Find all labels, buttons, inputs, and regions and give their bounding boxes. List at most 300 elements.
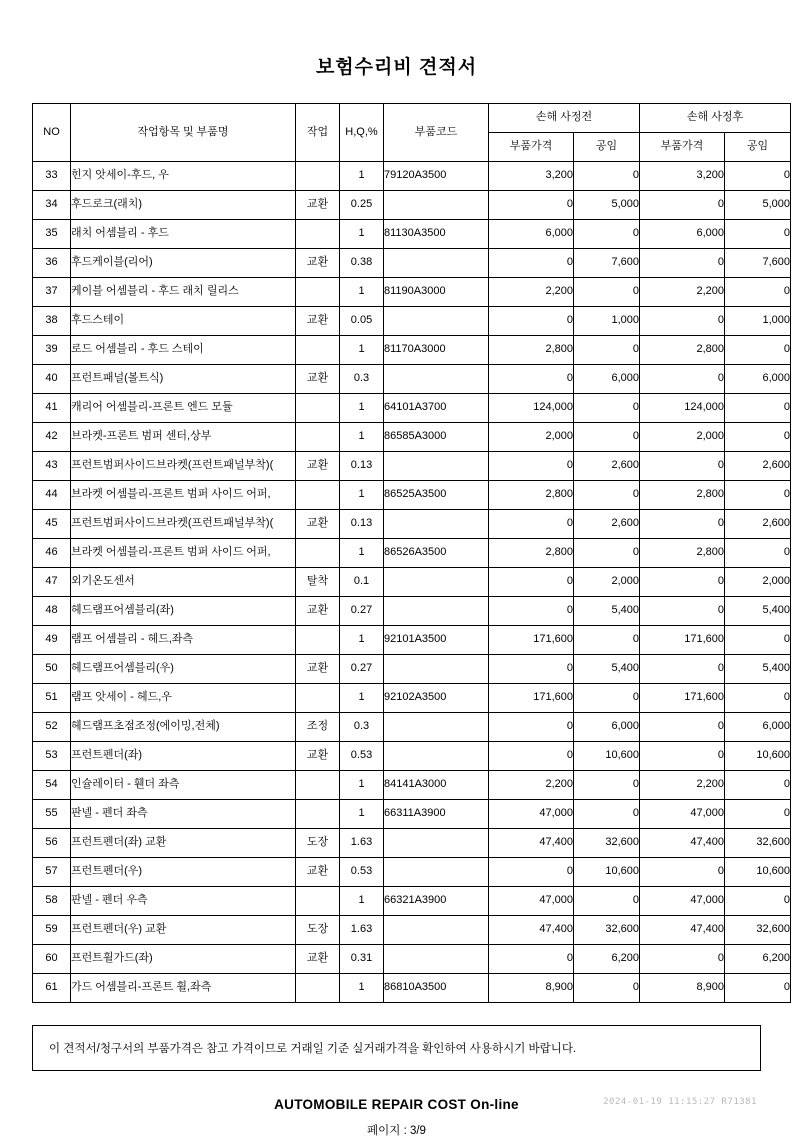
cell-code: 79120A3500 (384, 162, 489, 191)
cell-hq: 0.13 (340, 452, 384, 481)
cell-no: 60 (33, 945, 71, 974)
cell-after-price: 0 (640, 249, 725, 278)
cell-hq: 1 (340, 974, 384, 1003)
cell-after-labor: 2,000 (725, 568, 791, 597)
table-row (33, 365, 791, 394)
cell-no: 47 (33, 568, 71, 597)
cell-hq: 1 (340, 278, 384, 307)
cell-after-price: 0 (640, 307, 725, 336)
cell-work (296, 684, 340, 713)
cell-work: 교환 (296, 597, 340, 626)
cell-no: 52 (33, 713, 71, 742)
cell-after-price: 2,000 (640, 423, 725, 452)
cell-item: 헤드램프어셈블리(우) (71, 655, 296, 684)
cell-hq: 1 (340, 539, 384, 568)
cell-after-price: 0 (640, 858, 725, 887)
cell-after-price: 2,200 (640, 278, 725, 307)
cell-no: 36 (33, 249, 71, 278)
cell-after-price: 0 (640, 597, 725, 626)
cell-no: 40 (33, 365, 71, 394)
cell-item: 로드 어셈블리 - 후드 스테이 (71, 336, 296, 365)
cell-before-price: 2,200 (489, 771, 574, 800)
table-row (33, 452, 791, 481)
cell-work (296, 887, 340, 916)
cell-after-price: 3,200 (640, 162, 725, 191)
cell-before-price: 3,200 (489, 162, 574, 191)
cell-no: 44 (33, 481, 71, 510)
cell-work: 교환 (296, 307, 340, 336)
cell-hq: 0.53 (340, 858, 384, 887)
cell-before-price: 47,000 (489, 800, 574, 829)
cell-item: 브라켓 어셈블리-프론트 범퍼 사이드 어퍼, (71, 539, 296, 568)
cell-before-price: 0 (489, 858, 574, 887)
table-row (33, 278, 791, 307)
cell-after-price: 47,400 (640, 916, 725, 945)
cell-after-labor: 32,600 (725, 916, 791, 945)
cell-code: 84141A3000 (384, 771, 489, 800)
cell-hq: 1 (340, 626, 384, 655)
cell-work (296, 278, 340, 307)
table-row (33, 945, 791, 974)
cell-item: 힌지 앗세이-후드, 우 (71, 162, 296, 191)
cell-hq: 1.63 (340, 829, 384, 858)
cell-after-price: 6,000 (640, 220, 725, 249)
cell-after-labor: 0 (725, 162, 791, 191)
cell-item: 래치 어셈블리 - 후드 (71, 220, 296, 249)
cell-before-price: 124,000 (489, 394, 574, 423)
cell-after-labor: 10,600 (725, 858, 791, 887)
cell-after-labor: 1,000 (725, 307, 791, 336)
cell-after-labor: 7,600 (725, 249, 791, 278)
cell-no: 35 (33, 220, 71, 249)
cell-hq: 0.31 (340, 945, 384, 974)
table-row (33, 887, 791, 916)
cell-code (384, 713, 489, 742)
cell-item: 케이블 어셈블리 - 후드 래치 릴리스 (71, 278, 296, 307)
cell-hq: 1 (340, 800, 384, 829)
cell-after-labor: 0 (725, 539, 791, 568)
cell-no: 56 (33, 829, 71, 858)
cell-after-price: 2,800 (640, 481, 725, 510)
cell-work (296, 394, 340, 423)
cell-no: 37 (33, 278, 71, 307)
cell-before-price: 2,200 (489, 278, 574, 307)
cell-after-labor: 32,600 (725, 829, 791, 858)
cell-work: 탈착 (296, 568, 340, 597)
cell-after-price: 0 (640, 510, 725, 539)
header-before-group: 손해 사정전 (489, 104, 640, 133)
table-row (33, 539, 791, 568)
cell-no: 38 (33, 307, 71, 336)
cell-no: 42 (33, 423, 71, 452)
cell-after-labor: 0 (725, 974, 791, 1003)
cell-after-price: 8,900 (640, 974, 725, 1003)
header-after-group: 손해 사정후 (640, 104, 791, 133)
cell-before-price: 171,600 (489, 684, 574, 713)
cell-hq: 0.27 (340, 655, 384, 684)
cell-code: 92101A3500 (384, 626, 489, 655)
cell-hq: 1 (340, 220, 384, 249)
page-number: 페이지 : 3/9 (367, 1125, 426, 1137)
cell-after-price: 47,400 (640, 829, 725, 858)
cell-code (384, 191, 489, 220)
cell-code (384, 452, 489, 481)
cell-code: 86526A3500 (384, 539, 489, 568)
cell-item: 후드스테이 (71, 307, 296, 336)
cell-before-labor: 0 (574, 974, 640, 1003)
cell-item: 프런트휠가드(좌) (71, 945, 296, 974)
cell-work: 조정 (296, 713, 340, 742)
cell-hq: 0.13 (340, 510, 384, 539)
cell-item: 외기온도센서 (71, 568, 296, 597)
cell-item: 브라켓 어셈블리-프론트 범퍼 사이드 어퍼, (71, 481, 296, 510)
cell-work: 교환 (296, 945, 340, 974)
cell-item: 프런트범퍼사이드브라켓(프런트패널부착)( (71, 510, 296, 539)
cell-before-price: 0 (489, 510, 574, 539)
cell-no: 59 (33, 916, 71, 945)
cell-before-labor: 0 (574, 220, 640, 249)
header-item: 작업항목 및 부품명 (71, 104, 296, 162)
header-after-labor: 공임 (725, 133, 791, 162)
cell-hq: 1 (340, 887, 384, 916)
cell-after-price: 0 (640, 655, 725, 684)
cell-no: 33 (33, 162, 71, 191)
cell-work (296, 539, 340, 568)
cell-before-labor: 0 (574, 336, 640, 365)
cell-before-labor: 5,400 (574, 655, 640, 684)
cell-after-price: 0 (640, 365, 725, 394)
cell-before-price: 2,800 (489, 539, 574, 568)
cell-after-price: 2,800 (640, 539, 725, 568)
cell-before-price: 0 (489, 191, 574, 220)
cell-no: 51 (33, 684, 71, 713)
cell-no: 61 (33, 974, 71, 1003)
cell-item: 판넬 - 펜더 우측 (71, 887, 296, 916)
cell-before-price: 47,400 (489, 916, 574, 945)
cell-before-labor: 10,600 (574, 858, 640, 887)
cell-work: 도장 (296, 916, 340, 945)
cell-code: 92102A3500 (384, 684, 489, 713)
cell-before-labor: 0 (574, 481, 640, 510)
cell-item: 프런트패널(볼트식) (71, 365, 296, 394)
table-row (33, 162, 791, 191)
table-row (33, 394, 791, 423)
cell-before-price: 0 (489, 307, 574, 336)
cell-before-price: 2,800 (489, 336, 574, 365)
table-row (33, 684, 791, 713)
cell-after-price: 2,800 (640, 336, 725, 365)
table-row (33, 423, 791, 452)
cell-hq: 0.53 (340, 742, 384, 771)
table-row (33, 858, 791, 887)
cell-code (384, 655, 489, 684)
cell-after-price: 171,600 (640, 626, 725, 655)
table-row (33, 771, 791, 800)
cell-no: 39 (33, 336, 71, 365)
cell-before-price: 2,000 (489, 423, 574, 452)
cell-item: 프런트펜더(좌) 교환 (71, 829, 296, 858)
cell-hq: 1 (340, 162, 384, 191)
table-row (33, 568, 791, 597)
cell-after-price: 0 (640, 945, 725, 974)
cell-after-labor: 10,600 (725, 742, 791, 771)
cell-after-labor: 2,600 (725, 452, 791, 481)
disclaimer-note: 이 견적서/청구서의 부품가격은 참고 가격이므로 거래일 기준 실거래가격을 확인하여 사용하시기 바랍니다. (32, 1025, 761, 1071)
cell-code (384, 829, 489, 858)
cell-no: 57 (33, 858, 71, 887)
cell-before-labor: 5,000 (574, 191, 640, 220)
table-row (33, 336, 791, 365)
table-row (33, 249, 791, 278)
header-no: NO (33, 104, 71, 162)
cell-before-price: 0 (489, 365, 574, 394)
table-row (33, 974, 791, 1003)
header-before-price: 부품가격 (489, 133, 574, 162)
table-row (33, 597, 791, 626)
cell-code: 86585A3000 (384, 423, 489, 452)
table-row (33, 742, 791, 771)
cell-no: 54 (33, 771, 71, 800)
cell-after-labor: 6,000 (725, 713, 791, 742)
cell-work (296, 423, 340, 452)
cell-item: 헤드램프초점조정(에이밍,전체) (71, 713, 296, 742)
cell-before-labor: 32,600 (574, 829, 640, 858)
estimate-table (32, 103, 791, 1003)
cell-code (384, 249, 489, 278)
cell-before-labor: 1,000 (574, 307, 640, 336)
cell-work: 교환 (296, 191, 340, 220)
cell-after-labor: 0 (725, 336, 791, 365)
cell-before-price: 0 (489, 452, 574, 481)
cell-before-price: 0 (489, 568, 574, 597)
cell-after-labor: 0 (725, 684, 791, 713)
table-body (33, 162, 791, 1003)
table-row (33, 220, 791, 249)
header-row-top (33, 104, 791, 133)
cell-code: 81170A3000 (384, 336, 489, 365)
cell-work (296, 481, 340, 510)
cell-item: 프런트범퍼사이드브라켓(프런트패널부착)( (71, 452, 296, 481)
cell-code (384, 365, 489, 394)
cell-code: 81190A3000 (384, 278, 489, 307)
cell-before-labor: 7,600 (574, 249, 640, 278)
cell-after-price: 171,600 (640, 684, 725, 713)
table-row (33, 800, 791, 829)
cell-before-price: 0 (489, 655, 574, 684)
cell-hq: 0.3 (340, 713, 384, 742)
table-row (33, 626, 791, 655)
cell-after-price: 2,200 (640, 771, 725, 800)
cell-hq: 0.27 (340, 597, 384, 626)
cell-after-labor: 0 (725, 800, 791, 829)
cell-after-labor: 0 (725, 278, 791, 307)
cell-after-price: 0 (640, 191, 725, 220)
cell-work (296, 974, 340, 1003)
cell-before-labor: 2,000 (574, 568, 640, 597)
cell-before-labor: 0 (574, 684, 640, 713)
cell-item: 램프 앗세이 - 헤드,우 (71, 684, 296, 713)
table-header (33, 104, 791, 162)
cell-hq: 1 (340, 771, 384, 800)
table-row (33, 510, 791, 539)
cell-work: 교환 (296, 858, 340, 887)
header-work: 작업 (296, 104, 340, 162)
cell-no: 50 (33, 655, 71, 684)
cell-item: 판넬 - 펜더 좌측 (71, 800, 296, 829)
cell-before-labor: 32,600 (574, 916, 640, 945)
table-row (33, 655, 791, 684)
cell-after-labor: 0 (725, 394, 791, 423)
cell-before-labor: 0 (574, 162, 640, 191)
cell-no: 43 (33, 452, 71, 481)
cell-work: 교환 (296, 510, 340, 539)
cell-before-labor: 0 (574, 394, 640, 423)
cell-work (296, 220, 340, 249)
cell-before-labor: 0 (574, 539, 640, 568)
cell-before-labor: 2,600 (574, 510, 640, 539)
cell-before-labor: 0 (574, 626, 640, 655)
print-stamp: 2024-01-19 11:15:27 R71381 (603, 1097, 757, 1107)
cell-no: 34 (33, 191, 71, 220)
cell-hq: 1 (340, 336, 384, 365)
cell-before-labor: 6,200 (574, 945, 640, 974)
cell-code (384, 742, 489, 771)
cell-before-labor: 0 (574, 800, 640, 829)
cell-before-price: 47,400 (489, 829, 574, 858)
cell-hq: 1.63 (340, 916, 384, 945)
cell-item: 캐리어 어셈블리-프론트 엔드 모듈 (71, 394, 296, 423)
header-code: 부품코드 (384, 104, 489, 162)
cell-work: 교환 (296, 249, 340, 278)
table-row (33, 191, 791, 220)
cell-code: 86810A3500 (384, 974, 489, 1003)
cell-code (384, 307, 489, 336)
cell-code: 66321A3900 (384, 887, 489, 916)
cell-after-price: 124,000 (640, 394, 725, 423)
cell-before-price: 0 (489, 713, 574, 742)
cell-before-price: 171,600 (489, 626, 574, 655)
table-row (33, 713, 791, 742)
cell-before-labor: 6,000 (574, 365, 640, 394)
cell-after-price: 0 (640, 568, 725, 597)
cell-item: 후드로크(래치) (71, 191, 296, 220)
page-title: 보험수리비 견적서 (315, 57, 478, 78)
cell-no: 55 (33, 800, 71, 829)
table-row (33, 307, 791, 336)
cell-no: 53 (33, 742, 71, 771)
cell-before-price: 0 (489, 945, 574, 974)
cell-code (384, 916, 489, 945)
cell-after-price: 0 (640, 452, 725, 481)
cell-hq: 0.1 (340, 568, 384, 597)
cell-code (384, 945, 489, 974)
cell-hq: 0.05 (340, 307, 384, 336)
cell-after-price: 0 (640, 742, 725, 771)
header-hq: H,Q,% (340, 104, 384, 162)
cell-before-price: 0 (489, 597, 574, 626)
cell-hq: 1 (340, 481, 384, 510)
header-after-price: 부품가격 (640, 133, 725, 162)
cell-before-price: 8,900 (489, 974, 574, 1003)
cell-after-labor: 0 (725, 771, 791, 800)
cell-before-price: 47,000 (489, 887, 574, 916)
cell-item: 프런트펜더(좌) (71, 742, 296, 771)
cell-before-price: 6,000 (489, 220, 574, 249)
cell-after-labor: 6,000 (725, 365, 791, 394)
cell-before-price: 0 (489, 249, 574, 278)
cell-after-labor: 2,600 (725, 510, 791, 539)
cell-code (384, 597, 489, 626)
cell-item: 브라켓-프론트 범퍼 센터,상부 (71, 423, 296, 452)
cell-before-labor: 2,600 (574, 452, 640, 481)
cell-hq: 1 (340, 394, 384, 423)
cell-work: 교환 (296, 655, 340, 684)
cell-item: 헤드램프어셈블리(좌) (71, 597, 296, 626)
cell-item: 프런트펜더(우) (71, 858, 296, 887)
cell-before-labor: 5,400 (574, 597, 640, 626)
cell-after-price: 47,000 (640, 887, 725, 916)
cell-work: 교환 (296, 452, 340, 481)
cell-before-labor: 0 (574, 423, 640, 452)
cell-after-labor: 0 (725, 423, 791, 452)
cell-after-labor: 0 (725, 220, 791, 249)
cell-hq: 0.25 (340, 191, 384, 220)
cell-item: 램프 어셈블리 - 헤드,좌측 (71, 626, 296, 655)
cell-code (384, 858, 489, 887)
cell-work (296, 626, 340, 655)
cell-no: 58 (33, 887, 71, 916)
cell-after-labor: 6,200 (725, 945, 791, 974)
header-before-labor: 공임 (574, 133, 640, 162)
cell-work (296, 800, 340, 829)
cell-code (384, 568, 489, 597)
cell-item: 가드 어셈블리-프론트 휠,좌측 (71, 974, 296, 1003)
cell-after-labor: 5,000 (725, 191, 791, 220)
cell-item: 후드케이블(리어) (71, 249, 296, 278)
cell-before-labor: 0 (574, 771, 640, 800)
footer-title: AUTOMOBILE REPAIR COST On-line (274, 1097, 519, 1112)
cell-work (296, 336, 340, 365)
cell-after-labor: 0 (725, 481, 791, 510)
cell-code: 81130A3500 (384, 220, 489, 249)
cell-before-price: 0 (489, 742, 574, 771)
cell-item: 인슐레이터 - 휀더 좌측 (71, 771, 296, 800)
cell-code (384, 510, 489, 539)
cell-item: 프런트펜더(우) 교환 (71, 916, 296, 945)
cell-hq: 0.3 (340, 365, 384, 394)
cell-work (296, 771, 340, 800)
cell-after-price: 47,000 (640, 800, 725, 829)
cell-work (296, 162, 340, 191)
cell-no: 49 (33, 626, 71, 655)
cell-code: 86525A3500 (384, 481, 489, 510)
table-row (33, 916, 791, 945)
cell-after-labor: 5,400 (725, 655, 791, 684)
cell-no: 46 (33, 539, 71, 568)
cell-work: 교환 (296, 742, 340, 771)
cell-before-price: 2,800 (489, 481, 574, 510)
cell-after-price: 0 (640, 713, 725, 742)
cell-after-labor: 0 (725, 626, 791, 655)
cell-before-labor: 0 (574, 887, 640, 916)
cell-no: 41 (33, 394, 71, 423)
cell-before-labor: 10,600 (574, 742, 640, 771)
cell-no: 45 (33, 510, 71, 539)
cell-before-labor: 0 (574, 278, 640, 307)
cell-work: 도장 (296, 829, 340, 858)
cell-hq: 0.38 (340, 249, 384, 278)
cell-after-labor: 0 (725, 887, 791, 916)
